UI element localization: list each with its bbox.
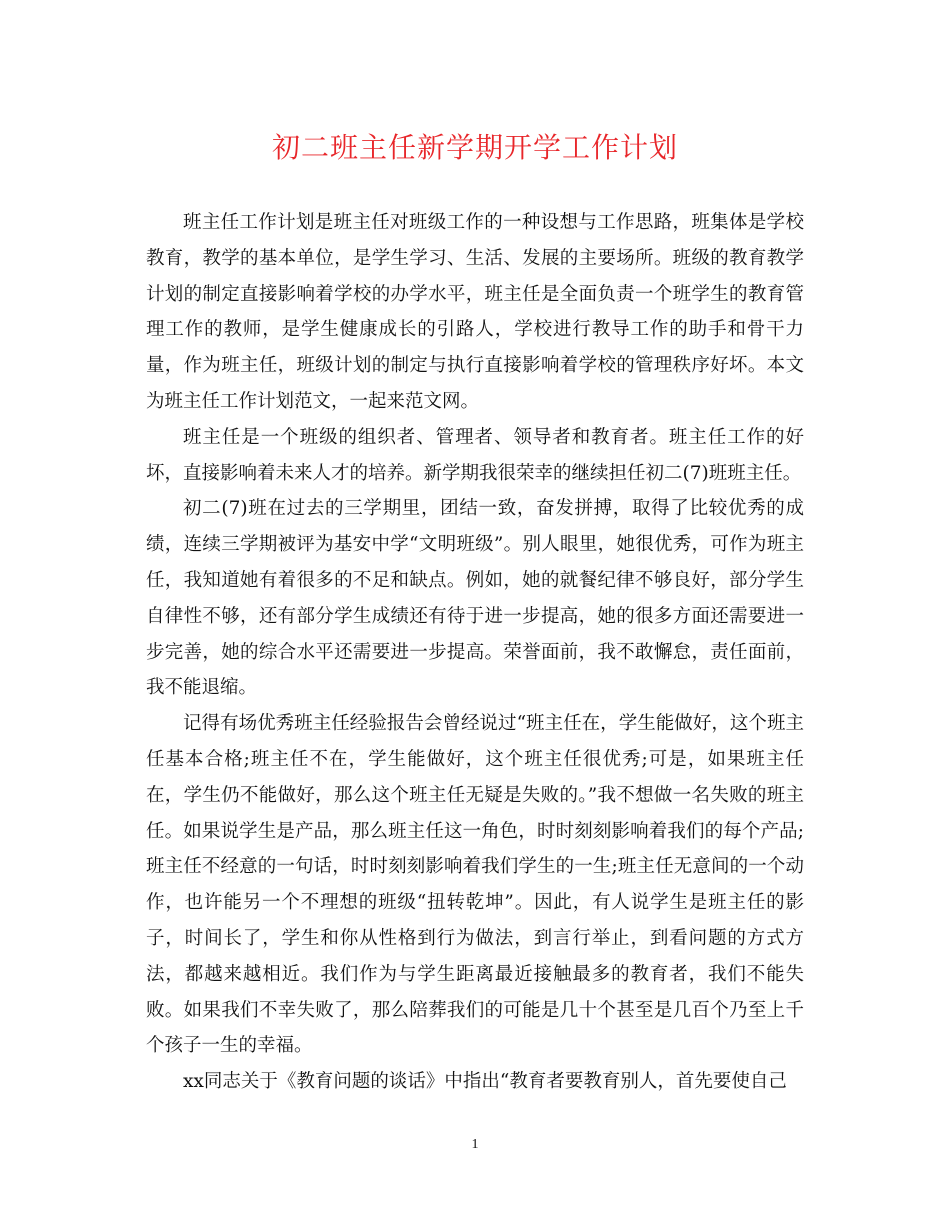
document-title: 初二班主任新学期开学工作计划 <box>271 131 678 164</box>
paragraph: 记得有场优秀班主任经验报告会曾经说过“班主任在，学生能做好，这个班主任基本合格;班主任不在，学生能做好，这个班主任很优秀;可是，如果班主任在，学生仍不能做好，那么这个班主任无疑是失败的。”我不想做一名失败的班主任。如果说学生是产品，那么班主任这一角色，时时刻刻影响着我们的每个产品;班主任不经意的一句话，时时刻刻影响着我们学生的一生;班主任无意间的一个动作，也许能另一个不理想的班级“扭转乾坤”。因此，有人说学生是班主任的影子，时间长了，学生和你从性格到行为做法，到言行举止，到看问题的方式方法，都越来越相近。我们作为与学生距离最近接触最多的教育者，我们不能失败。如果我们不幸失败了，那么陪葬我们的可能是几十个甚至是几百个乃至上千个孩子一生的幸福。 <box>146 713 804 1057</box>
paragraph: 班主任工作计划是班主任对班级工作的一种设想与工作思路，班集体是学校教育，教学的基本单位，是学生学习、生活、发展的主要场所。班级的教育教学计划的制定直接影响着学校的办学水平，班主任是全面负责一个班学生的教育管理工作的教师，是学生健康成长的引路人，学校进行教导工作的助手和骨干力量，作为班主任，班级计划的制定与执行直接影响着学校的管理秩序好坏。本文为班主任工作计划范文，一起来范文网。 <box>146 212 804 412</box>
document-body <box>146 205 804 1100</box>
paragraph: 班主任是一个班级的组织者、管理者、领导者和教育者。班主任工作的好坏，直接影响着未来人才的培养。新学期我很荣幸的继续担任初二(7)班班主任。 <box>146 426 804 484</box>
paragraph: xx同志关于《教育问题的谈话》中指出“教育者要教育别人，首先要使自己 <box>183 1071 787 1093</box>
page-number: 1 <box>471 1137 479 1152</box>
paragraph: 初二(7)班在过去的三学期里，团结一致，奋发拼搏，取得了比较优秀的成绩，连续三学期被评为基安中学“文明班级”。别人眼里，她很优秀，可作为班主任，我知道她有着很多的不足和缺点。例如，她的就餐纪律不够良好，部分学生自律性不够，还有部分学生成绩还有待于进一步提高，她的很多方面还需要进一步完善，她的综合水平还需要进一步提高。荣誉面前，我不敢懈怠，责任面前，我不能退缩。 <box>146 498 804 699</box>
